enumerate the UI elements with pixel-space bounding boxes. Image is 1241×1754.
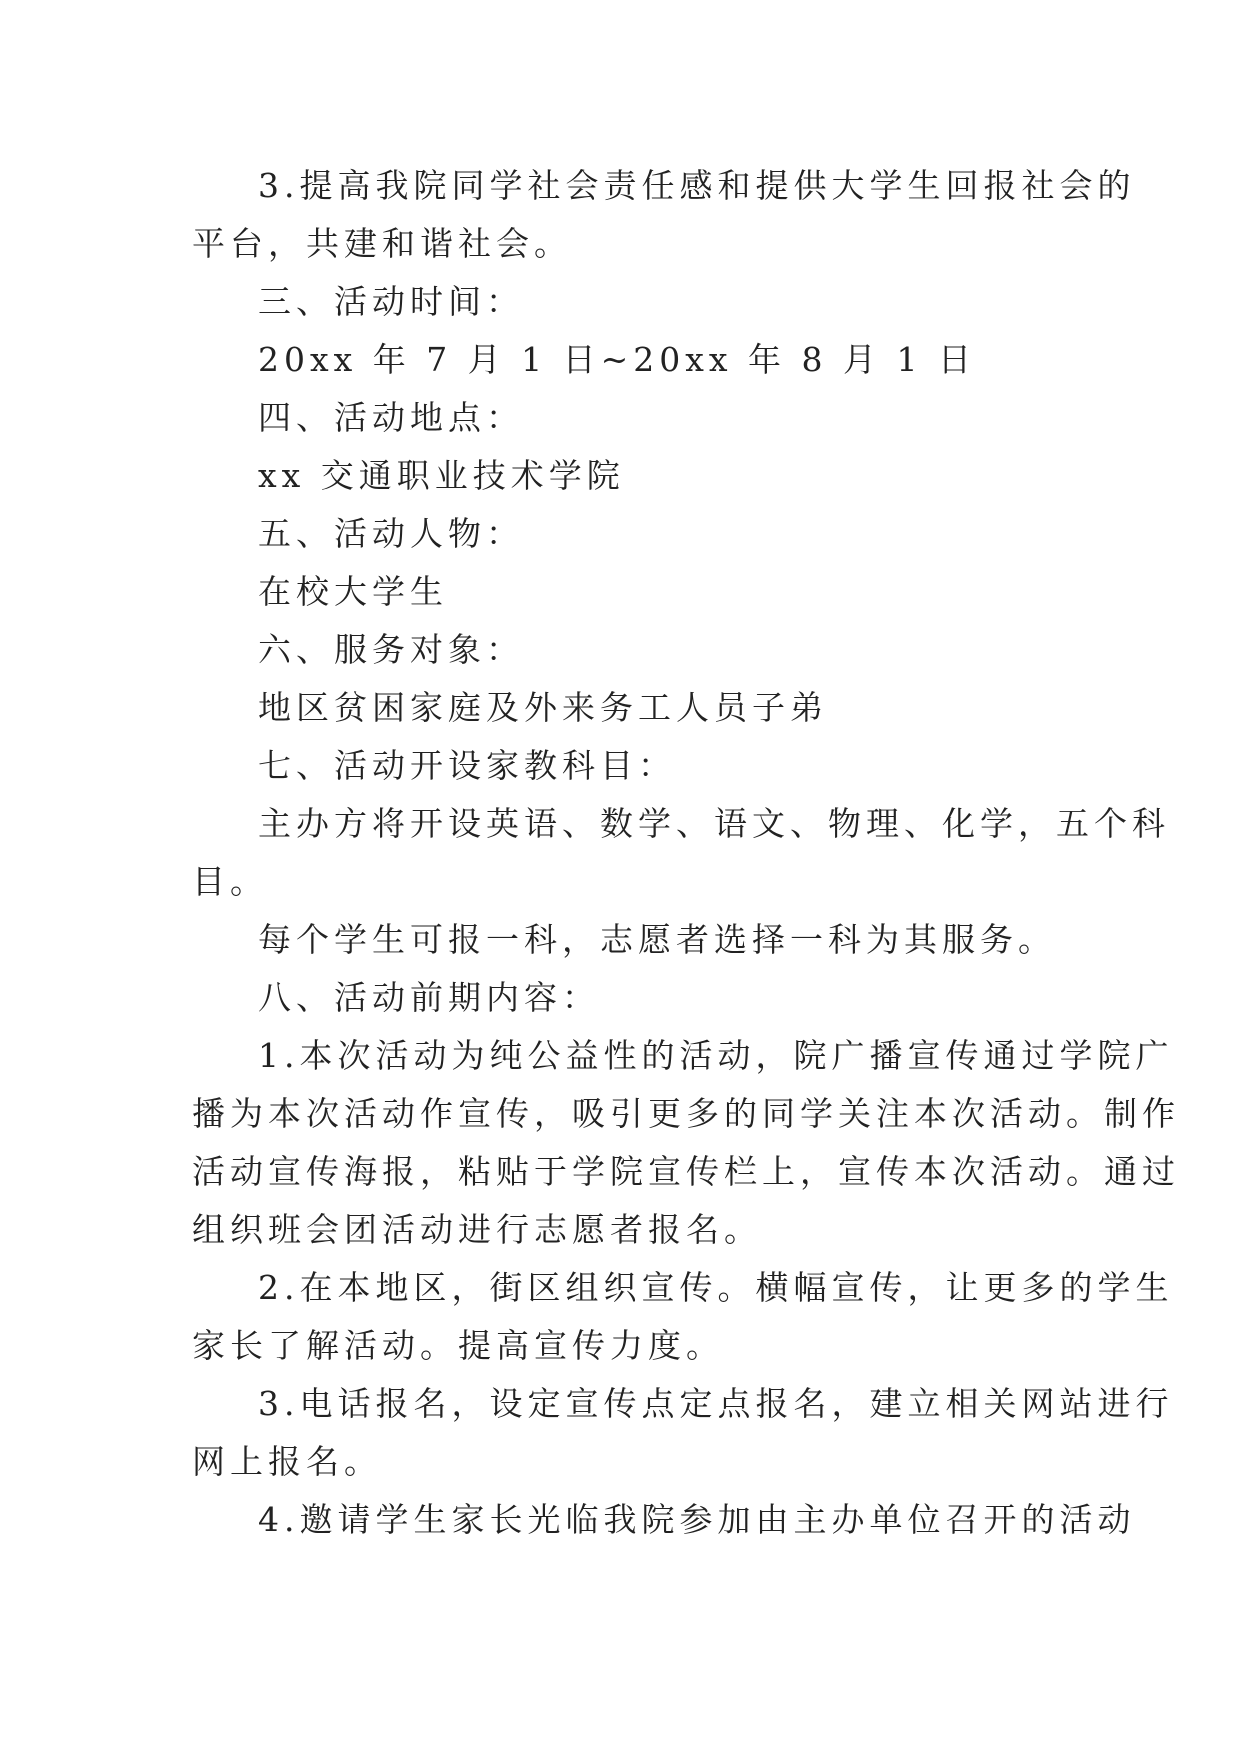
paragraph-item-2: 2.在本地区，街区组织宣传。横幅宣传，让更多的学生 xyxy=(258,1268,1174,1307)
paragraph-item-1: 1.本次活动为纯公益性的活动，院广播宣传通过学院广 xyxy=(258,1036,1174,1075)
paragraph-enrollment: 每个学生可报一科，志愿者选择一科为其服务。 xyxy=(258,920,1056,959)
activity-location-value: xx 交通职业技术学院 xyxy=(258,456,625,495)
heading-tutoring-subjects: 七、活动开设家教科目： xyxy=(258,746,676,785)
paragraph-item-1-cont-c: 组织班会团活动进行志愿者报名。 xyxy=(192,1210,762,1249)
heading-preliminary-content: 八、活动前期内容： xyxy=(258,978,600,1017)
heading-activity-people: 五、活动人物： xyxy=(258,514,524,553)
paragraph-item-1-cont-b: 活动宣传海报，粘贴于学院宣传栏上，宣传本次活动。通过 xyxy=(192,1152,1180,1191)
paragraph-item-3: 3.电话报名，设定宣传点定点报名，建立相关网站进行 xyxy=(258,1384,1174,1423)
paragraph-goal-3: 3.提高我院同学社会责任感和提供大学生回报社会的 xyxy=(258,166,1136,205)
paragraph-item-3-cont: 网上报名。 xyxy=(192,1442,382,1481)
paragraph-subjects: 主办方将开设英语、数学、语文、物理、化学，五个科 xyxy=(258,804,1170,843)
paragraph-goal-3-cont: 平台，共建和谐社会。 xyxy=(192,224,572,263)
paragraph-item-1-cont-a: 播为本次活动作宣传，吸引更多的同学关注本次活动。制作 xyxy=(192,1094,1180,1133)
heading-activity-location: 四、活动地点： xyxy=(258,398,524,437)
heading-service-target: 六、服务对象： xyxy=(258,630,524,669)
activity-time-value: 20xx 年 7 月 1 日~20xx 年 8 月 1 日 xyxy=(258,340,976,379)
activity-people-value: 在校大学生 xyxy=(258,572,448,611)
paragraph-subjects-cont: 目。 xyxy=(192,862,268,901)
paragraph-item-2-cont: 家长了解活动。提高宣传力度。 xyxy=(192,1326,724,1365)
service-target-value: 地区贫困家庭及外来务工人员子弟 xyxy=(258,688,828,727)
heading-activity-time: 三、活动时间： xyxy=(258,282,524,321)
paragraph-item-4: 4.邀请学生家长光临我院参加由主办单位召开的活动 xyxy=(258,1500,1136,1539)
